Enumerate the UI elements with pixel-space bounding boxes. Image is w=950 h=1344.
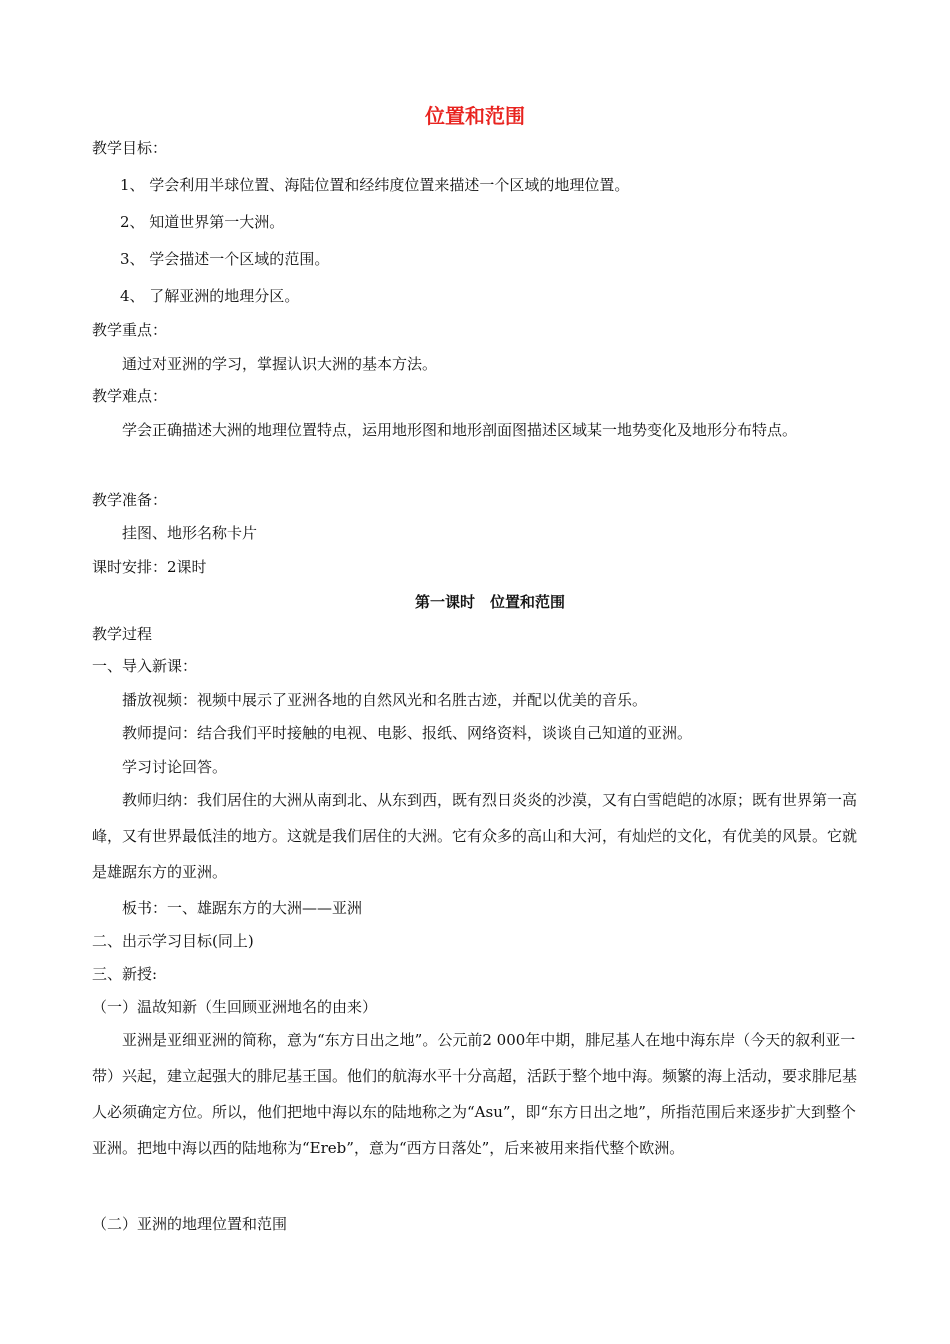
lesson-subtitle: 第一课时 位置和范围 bbox=[414, 593, 565, 611]
discussion-text: 学习讨论回答。 bbox=[122, 758, 228, 776]
objective-1: 1、 学会利用半球位置、海陆位置和经纬度位置来描述一个区域的地理位置。 bbox=[120, 176, 630, 194]
heading-preparation: 教学准备： bbox=[92, 491, 168, 509]
section-objectives: 二、出示学习目标(同上) bbox=[92, 932, 254, 950]
summary-paragraph: 教师归纳：我们居住的大洲从南到北、从东到西，既有烈日炎炎的沙漠，又有白雪皑皑的冰原；既有世界第一高峰，又有世界最低洼的地方。这就是我们居住的大洲。它有众多的高山和大河，有灿烂的文化，有优美的风景。它就是雄踞东方的亚洲。 bbox=[92, 791, 858, 881]
heading-key-points: 教学重点： bbox=[92, 321, 168, 339]
section-new-lesson: 三、新授: bbox=[92, 965, 158, 983]
key-points-text: 通过对亚洲的学习，掌握认识大洲的基本方法。 bbox=[122, 355, 438, 373]
subsection-location: （二）亚洲的地理位置和范围 bbox=[92, 1215, 288, 1233]
schedule-text: 课时安排：2课时 bbox=[92, 558, 207, 576]
teacher-question: 教师提问：结合我们平时接触的电视、电影、报纸、网络资料，谈谈自己知道的亚洲。 bbox=[122, 724, 693, 742]
objective-3: 3、 学会描述一个区域的范围。 bbox=[120, 250, 330, 268]
preparation-text: 挂图、地形名称卡片 bbox=[122, 524, 258, 542]
objective-4: 4、 了解亚洲的地理分区。 bbox=[120, 287, 300, 305]
objective-2: 2、 知道世界第一大洲。 bbox=[120, 213, 285, 231]
section-intro: 一、导入新课： bbox=[92, 657, 198, 675]
difficulty-paragraph: 学会正确描述大洲的地理位置特点，运用地形图和地形剖面图描述区域某一地势变化及地形分布特点。 bbox=[122, 421, 798, 439]
video-text: 播放视频：视频中展示了亚洲各地的自然风光和名胜古迹，并配以优美的音乐。 bbox=[122, 691, 648, 709]
board-text: 板书：一、雄踞东方的大洲——亚洲 bbox=[122, 899, 363, 917]
heading-objectives: 教学目标： bbox=[92, 139, 168, 157]
subsection-review: （一）温故知新（生回顾亚洲地名的由来） bbox=[92, 998, 378, 1016]
origin-paragraph: 亚洲是亚细亚洲的简称，意为“东方日出之地”。公元前2 000年中期，腓尼基人在地中海东岸（今天的叙利亚一带）兴起，建立起强大的腓尼基王国。他们的航海水平十分高超，活跃于整个地中海。频繁的海上活动，要求腓尼基人必须确定方位。所以，他们把地中海以东的陆地称之为“Asu”，即“东方日出之地”，所指范围后来逐步扩大到整个亚洲。把地中海以西的陆地称为“Ereb”，意为“西方日落处”，后来被用来指代整个欧洲。 bbox=[92, 1031, 858, 1157]
heading-process: 教学过程 bbox=[92, 625, 153, 643]
heading-difficulty: 教学难点： bbox=[92, 387, 168, 405]
page-title: 位置和范围 bbox=[425, 104, 525, 128]
